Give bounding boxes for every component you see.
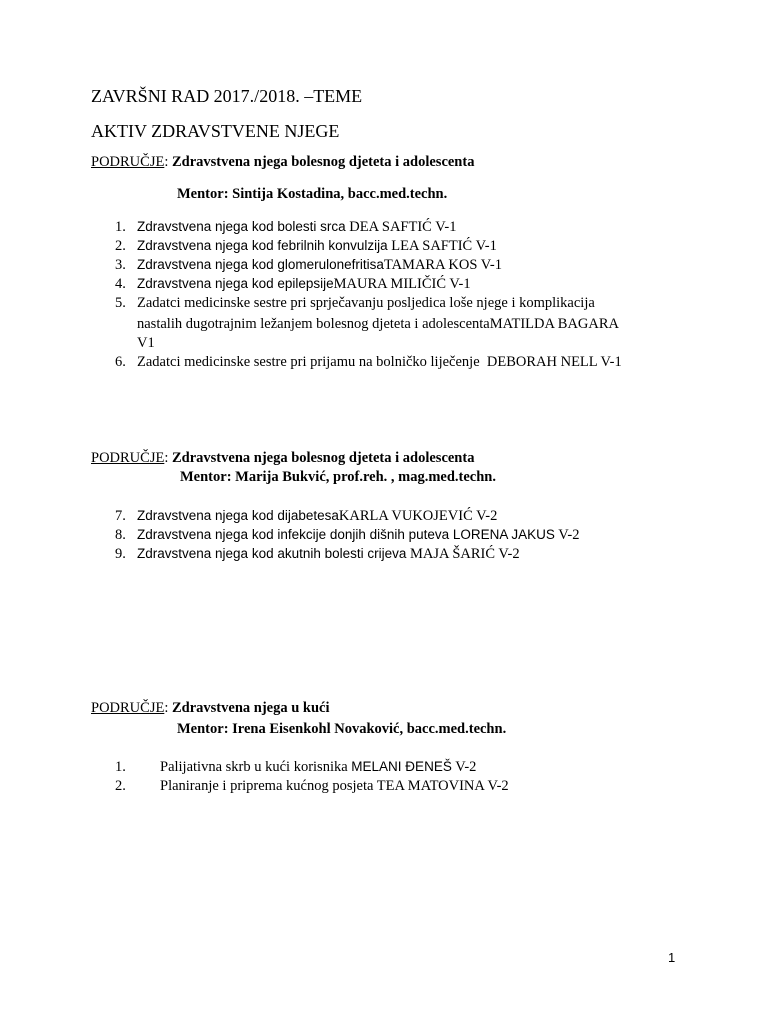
student-group: V1 bbox=[137, 335, 155, 351]
list-item-number: 3. bbox=[115, 257, 126, 273]
topic-text: Zdravstvena njega kod infekcije donjih dišnih puteva bbox=[137, 527, 450, 542]
list-item bbox=[137, 354, 622, 371]
area-label: PODRUČJE bbox=[91, 700, 165, 716]
list-item-number: 1. bbox=[115, 219, 126, 235]
list-item-number: 4. bbox=[115, 276, 126, 292]
list-item bbox=[137, 238, 497, 255]
student-name: MAURA MILIČIĆ bbox=[333, 276, 447, 292]
student-name: KARLA VUKOJEVIĆ bbox=[338, 508, 473, 524]
topic-text: Palijativna skrb u kući korisnika bbox=[160, 759, 348, 775]
student-name: MATILDA BAGARA bbox=[489, 316, 620, 332]
section-1-mentor: Mentor: Sintija Kostadina, bacc.med.techn. bbox=[177, 186, 448, 202]
student-group: V-2 bbox=[558, 527, 580, 543]
list-item bbox=[137, 508, 497, 525]
list-item bbox=[137, 546, 520, 563]
list-item-number: 6. bbox=[115, 354, 126, 370]
area-name: Zdravstvena njega bolesnog djeteta i adolescenta bbox=[171, 154, 475, 170]
student-group: V-2 bbox=[455, 759, 477, 775]
area-colon: : bbox=[164, 450, 169, 466]
student-group: V-1 bbox=[435, 219, 457, 235]
student-group: V-2 bbox=[487, 778, 509, 794]
section-1-heading bbox=[91, 154, 474, 171]
list-item-number: 7. bbox=[115, 508, 126, 524]
list-item-number: 1. bbox=[115, 759, 126, 775]
student-group: V-2 bbox=[498, 546, 520, 562]
student-group: V-1 bbox=[600, 354, 622, 370]
student-group: V-1 bbox=[449, 276, 471, 292]
list-item bbox=[137, 527, 579, 544]
list-item-continuation bbox=[137, 316, 619, 333]
student-group: V-1 bbox=[480, 257, 503, 273]
topic-text: Zdravstvena njega kod dijabetesa bbox=[137, 508, 339, 523]
section-2-heading bbox=[91, 450, 474, 467]
student-name: TEA MATOVINA bbox=[376, 778, 485, 794]
document-subtitle: AKTIV ZDRAVSTVENE NJEGE bbox=[91, 121, 340, 141]
area-label: PODRUČJE bbox=[91, 154, 165, 170]
list-item-number: 2. bbox=[115, 238, 126, 254]
list-item-number: 9. bbox=[115, 546, 126, 562]
topic-text: Planiranje i priprema kućnog posjeta bbox=[160, 778, 374, 794]
student-name: LORENA JAKUS bbox=[452, 527, 555, 542]
section-3-mentor: Mentor: Irena Eisenkohl Novaković, bacc.med.techn. bbox=[177, 721, 507, 737]
area-label: PODRUČJE bbox=[91, 450, 165, 466]
area-colon: : bbox=[164, 154, 169, 170]
section-3-heading bbox=[91, 700, 330, 717]
section-2-mentor: Mentor: Marija Bukvić, prof.reh. , mag.med.techn. bbox=[180, 469, 496, 485]
list-item bbox=[137, 219, 456, 236]
page-number: 1 bbox=[668, 950, 676, 965]
area-name: Zdravstvena njega u kući bbox=[171, 700, 330, 716]
topic-text: nastalih dugotrajnim ležanjem bolesnog djeteta i adolescenta bbox=[137, 316, 490, 332]
student-name: MAJA ŠARIĆ bbox=[410, 546, 496, 562]
student-name: DEA SAFTIĆ bbox=[349, 219, 432, 235]
student-name: TAMARA KOS bbox=[383, 257, 478, 273]
topic-text: Zdravstvena njega kod bolesti srca bbox=[137, 219, 346, 234]
list-item bbox=[137, 276, 471, 293]
area-name: Zdravstvena njega bolesnog djeteta i adolescenta bbox=[171, 450, 475, 466]
list-item-number: 2. bbox=[115, 778, 126, 794]
student-group: V-2 bbox=[476, 508, 498, 524]
student-name: MELANI ĐENEŠ bbox=[351, 759, 452, 774]
area-colon: : bbox=[164, 700, 169, 716]
list-item bbox=[160, 778, 509, 795]
list-item bbox=[160, 759, 476, 776]
topic-text: Zadatci medicinske sestre pri sprječavanju posljedica loše njege i komplikacija bbox=[137, 295, 595, 311]
topic-text: Zdravstvena njega kod epilepsije bbox=[137, 276, 334, 291]
topic-text: Zadatci medicinske sestre pri prijamu na bolničko liječenje bbox=[137, 354, 480, 370]
list-item bbox=[137, 295, 595, 312]
student-name: DEBORAH NELL bbox=[486, 354, 598, 370]
topic-text: Zdravstvena njega kod febrilnih konvulzija bbox=[137, 238, 388, 253]
student-name: LEA SAFTIĆ bbox=[391, 238, 473, 254]
topic-text: Zdravstvena njega kod glomerulonefritisa bbox=[137, 257, 384, 272]
topic-text: Zdravstvena njega kod akutnih bolesti crijeva bbox=[137, 546, 407, 561]
list-item bbox=[137, 257, 502, 274]
list-item-number: 8. bbox=[115, 527, 126, 543]
student-group: V-1 bbox=[475, 238, 497, 254]
list-item-number: 5. bbox=[115, 295, 126, 311]
document-title: ZAVRŠNI RAD 2017./2018. –TEME bbox=[91, 86, 363, 106]
